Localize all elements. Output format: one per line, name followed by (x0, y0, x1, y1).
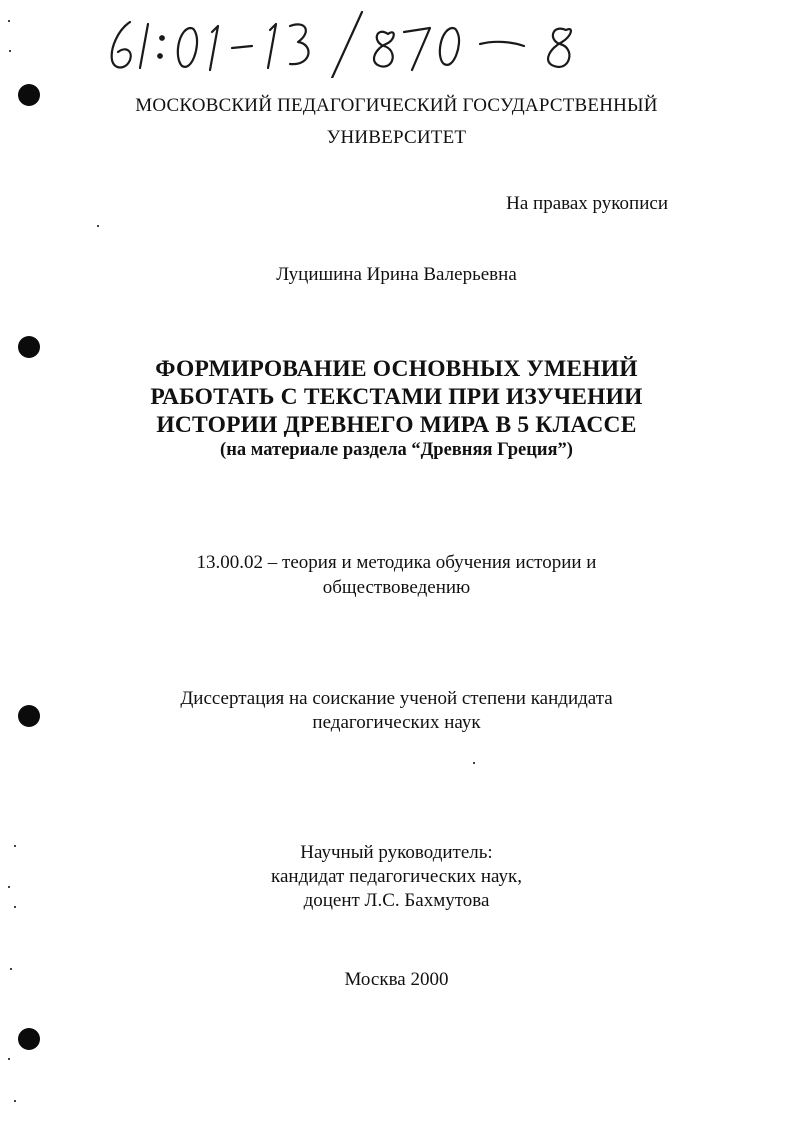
supervisor-degree: кандидат педагогических наук, (271, 866, 522, 887)
scan-speck (8, 20, 10, 22)
scan-speck (97, 225, 99, 227)
scan-speck (8, 1058, 10, 1060)
city-year: Москва 2000 (344, 969, 449, 990)
specialty-line1: 13.00.02 – теория и методика обучения истории и (196, 552, 597, 573)
degree-line2: педагогических наук (312, 712, 481, 733)
punch-hole-2 (18, 336, 40, 358)
handwritten-archive-code (100, 8, 610, 78)
dissertation-title-line2: РАБОТАТЬ С ТЕКСТАМИ ПРИ ИЗУЧЕНИИ (150, 384, 643, 410)
dissertation-title-line3: ИСТОРИИ ДРЕВНЕГО МИРА В 5 КЛАССЕ (156, 412, 637, 438)
author-name: Луцишина Ирина Валерьевна (276, 264, 517, 285)
scan-speck (9, 50, 11, 52)
university-name-line2: УНИВЕРСИТЕТ (326, 127, 467, 148)
degree-line1: Диссертация на соискание ученой степени кандидата (180, 688, 613, 709)
scan-speck (14, 1100, 16, 1102)
punch-hole-4 (18, 1028, 40, 1050)
dissertation-title-line1: ФОРМИРОВАНИЕ ОСНОВНЫХ УМЕНИЙ (155, 356, 638, 382)
university-name-line1: МОСКОВСКИЙ ПЕДАГОГИЧЕСКИЙ ГОСУДАРСТВЕННЫЙ (135, 95, 658, 116)
supervisor-label: Научный руководитель: (300, 842, 493, 863)
scan-speck (473, 762, 475, 764)
supervisor-name: доцент Л.С. Бахмутова (303, 890, 490, 911)
rights-note: На правах рукописи (506, 193, 668, 214)
dissertation-subtitle: (на материале раздела “Древняя Греция”) (220, 440, 573, 460)
specialty-line2: обществоведению (322, 577, 471, 598)
